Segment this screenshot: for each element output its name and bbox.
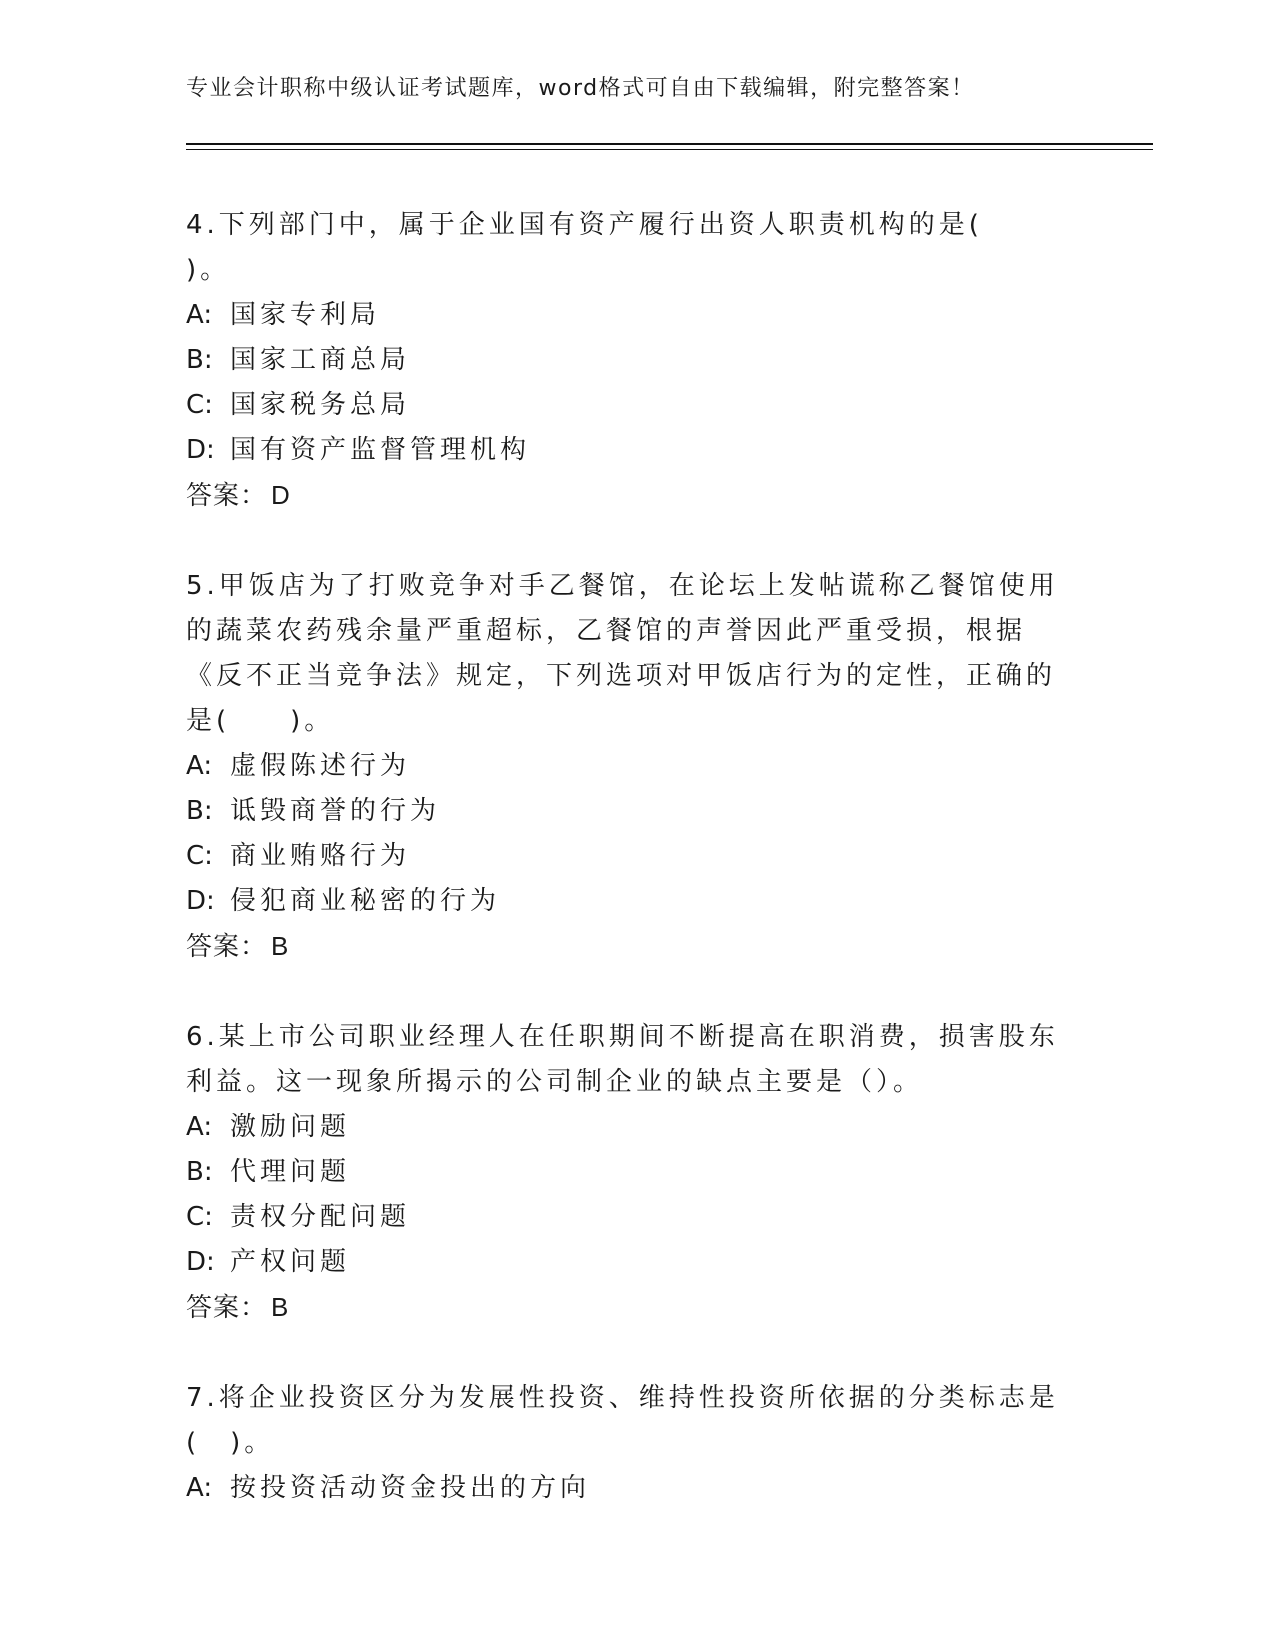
option-key: D: bbox=[186, 886, 215, 916]
option-d bbox=[186, 879, 1066, 924]
question-7 bbox=[186, 1376, 1066, 1511]
option-key: A: bbox=[186, 1112, 213, 1142]
option-c bbox=[186, 1195, 1066, 1240]
option-key: A: bbox=[186, 300, 213, 330]
question-6 bbox=[186, 1015, 1066, 1330]
option-c bbox=[186, 834, 1066, 879]
answer-label: 答案： bbox=[186, 480, 268, 510]
option-text: 虚假陈述行为 bbox=[230, 751, 411, 781]
option-text: 国家工商总局 bbox=[230, 345, 411, 375]
option-text: 商业贿赂行为 bbox=[230, 841, 411, 871]
option-d bbox=[186, 1240, 1066, 1285]
page-header: 专业会计职称中级认证考试题库，word格式可自由下载编辑，附完整答案！ bbox=[186, 76, 975, 101]
option-a bbox=[186, 1105, 1066, 1150]
option-text: 责权分配问题 bbox=[230, 1202, 411, 1232]
option-text: 按投资活动资金投出的方向 bbox=[230, 1473, 591, 1503]
answer-value: B bbox=[271, 1292, 290, 1322]
option-text: 产权问题 bbox=[230, 1247, 351, 1277]
option-a bbox=[186, 744, 1066, 789]
option-d bbox=[186, 428, 1066, 473]
answer-label: 答案： bbox=[186, 1292, 268, 1322]
answer-value: B bbox=[271, 931, 290, 961]
option-a bbox=[186, 1466, 1066, 1511]
question-5 bbox=[186, 564, 1066, 969]
answer-value: D bbox=[271, 480, 291, 510]
option-key: D: bbox=[186, 435, 215, 465]
option-b bbox=[186, 1150, 1066, 1195]
header-divider bbox=[186, 143, 1153, 150]
question-list bbox=[186, 203, 1066, 1557]
option-text: 激励问题 bbox=[230, 1112, 351, 1142]
option-key: D: bbox=[186, 1247, 215, 1277]
option-key: A: bbox=[186, 751, 213, 781]
option-c bbox=[186, 383, 1066, 428]
option-b bbox=[186, 789, 1066, 834]
question-text: 5.甲饭店为了打败竞争对手乙餐馆，在论坛上发帖谎称乙餐馆使用的蔬菜农药残余量严重超标，乙餐馆的声誉因此严重受损，根据《反不正当竞争法》规定，下列选项对甲饭店行为的定性，正确的是( )。 bbox=[186, 571, 1059, 736]
question-text: 7.将企业投资区分为发展性投资、维持性投资所依据的分类标志是( )。 bbox=[186, 1383, 1059, 1458]
option-key: B: bbox=[186, 1157, 213, 1187]
answer bbox=[186, 1285, 1066, 1330]
option-key: C: bbox=[186, 390, 213, 420]
option-key: C: bbox=[186, 841, 213, 871]
question-text: 6.某上市公司职业经理人在任职期间不断提高在职消费，损害股东利益。这一现象所揭示的公司制企业的缺点主要是（）。 bbox=[186, 1022, 1059, 1097]
option-text: 国家税务总局 bbox=[230, 390, 411, 420]
answer bbox=[186, 924, 1066, 969]
option-text: 代理问题 bbox=[230, 1157, 351, 1187]
option-key: B: bbox=[186, 345, 213, 375]
question-4 bbox=[186, 203, 1066, 518]
option-text: 国有资产监督管理机构 bbox=[230, 435, 531, 465]
option-a bbox=[186, 293, 1066, 338]
option-text: 诋毁商誉的行为 bbox=[230, 796, 441, 826]
question-text: 4.下列部门中，属于企业国有资产履行出资人职责机构的是( )。 bbox=[186, 210, 1043, 285]
option-key: C: bbox=[186, 1202, 213, 1232]
option-key: A: bbox=[186, 1473, 213, 1503]
option-text: 国家专利局 bbox=[230, 300, 381, 330]
answer-label: 答案： bbox=[186, 931, 268, 961]
option-b bbox=[186, 338, 1066, 383]
option-key: B: bbox=[186, 796, 213, 826]
option-text: 侵犯商业秘密的行为 bbox=[230, 886, 501, 916]
answer bbox=[186, 473, 1066, 518]
